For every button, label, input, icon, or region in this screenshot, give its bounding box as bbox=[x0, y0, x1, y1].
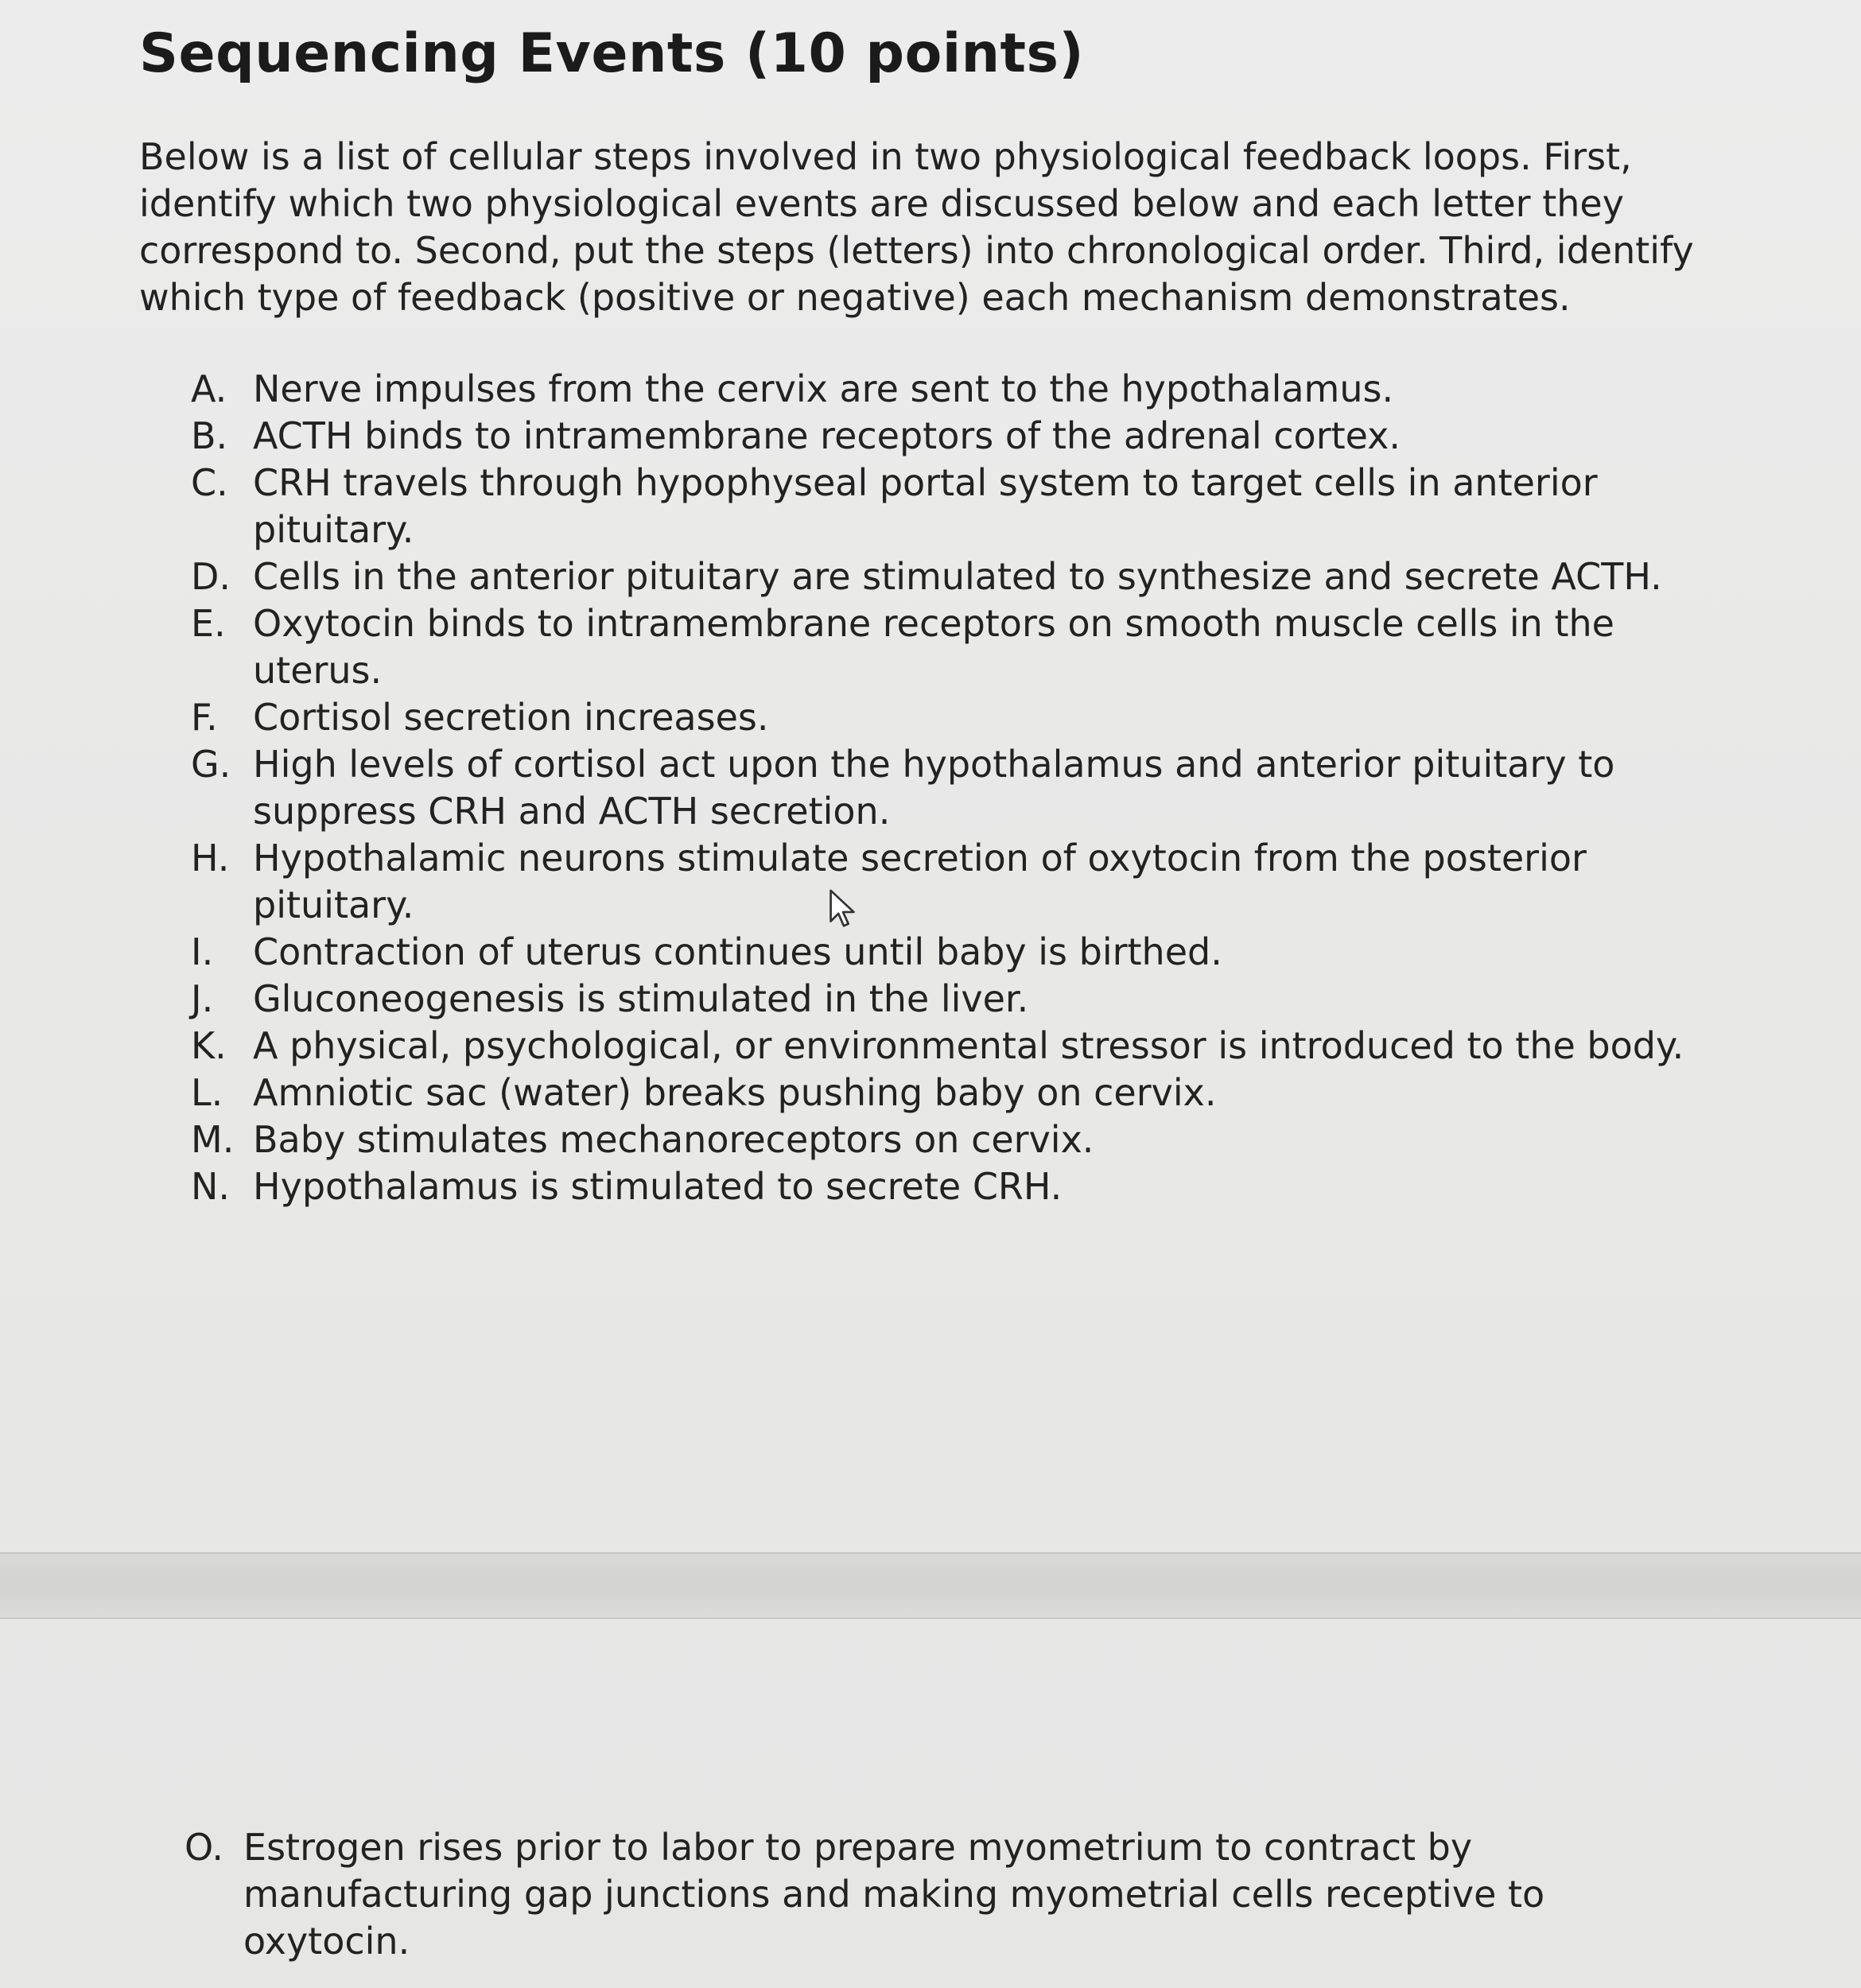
list-item bbox=[191, 413, 1726, 460]
step-letter: B. bbox=[191, 414, 228, 457]
step-text: Baby stimulates mechanoreceptors on cervix. bbox=[253, 1118, 1094, 1161]
step-letter: C. bbox=[191, 461, 228, 504]
step-text: Amniotic sac (water) breaks pushing baby on cervix. bbox=[253, 1071, 1217, 1114]
step-letter: N. bbox=[191, 1165, 231, 1208]
step-text: ACTH binds to intramembrane receptors of the adrenal cortex. bbox=[253, 414, 1401, 457]
list-item bbox=[191, 1023, 1726, 1070]
step-text: Cells in the anterior pituitary are stimulated to synthesize and secrete ACTH. bbox=[253, 555, 1662, 598]
list-item bbox=[191, 553, 1726, 600]
list-item bbox=[191, 366, 1726, 413]
page-break-divider bbox=[0, 1552, 1861, 1619]
step-text: Cortisol secretion increases. bbox=[253, 696, 769, 739]
mouse-pointer-icon bbox=[827, 889, 859, 932]
list-item bbox=[191, 1163, 1726, 1210]
steps-list-continued bbox=[185, 1824, 1632, 1965]
list-item bbox=[191, 976, 1726, 1023]
list-item bbox=[191, 929, 1726, 976]
step-text: Hypothalamic neurons stimulate secretion of oxytocin from the posterior pituitary. bbox=[253, 837, 1587, 926]
list-item bbox=[191, 694, 1726, 741]
list-item bbox=[191, 835, 1726, 929]
step-text: Oxytocin binds to intramembrane receptors on smooth muscle cells in the uterus. bbox=[253, 602, 1614, 692]
step-letter: E. bbox=[191, 602, 226, 645]
list-item bbox=[191, 600, 1726, 694]
list-item bbox=[191, 1070, 1726, 1116]
page-title: Sequencing Events (10 points) bbox=[139, 22, 1085, 85]
step-text: Contraction of uterus continues until baby is birthed. bbox=[253, 930, 1222, 973]
steps-list bbox=[191, 366, 1726, 1210]
step-letter: F. bbox=[191, 696, 218, 739]
step-text: Gluconeogenesis is stimulated in the liver. bbox=[253, 977, 1029, 1020]
step-letter: J. bbox=[191, 977, 214, 1020]
step-letter: D. bbox=[191, 555, 231, 598]
step-text: High levels of cortisol act upon the hypothalamus and anterior pituitary to suppress CRH and ACTH secretion. bbox=[253, 743, 1615, 833]
step-letter: H. bbox=[191, 837, 230, 879]
step-text: A physical, psychological, or environmental stressor is introduced to the body. bbox=[253, 1024, 1684, 1067]
step-letter: I. bbox=[191, 930, 214, 973]
step-text: Estrogen rises prior to labor to prepare myometrium to contract by manufacturing gap junctions and making myometrial cells receptive to oxytocin. bbox=[243, 1826, 1545, 1963]
document-page-bottom bbox=[0, 1617, 1861, 1988]
step-text: Nerve impulses from the cervix are sent to the hypothalamus. bbox=[253, 367, 1394, 410]
step-letter: G. bbox=[191, 743, 231, 786]
step-letter: L. bbox=[191, 1071, 223, 1114]
step-text: CRH travels through hypophyseal portal system to target cells in anterior pituitary. bbox=[253, 461, 1598, 551]
step-letter: K. bbox=[191, 1024, 227, 1067]
list-item bbox=[191, 460, 1726, 553]
list-item bbox=[191, 741, 1726, 835]
step-text: Hypothalamus is stimulated to secrete CRH. bbox=[253, 1165, 1063, 1208]
step-letter: A. bbox=[191, 367, 227, 410]
instructions-paragraph: Below is a list of cellular steps involved in two physiological feedback loops. First, identify which two physiological events are discussed below and each letter they correspond to. Second, put the steps (letters) into chronological order. Third, identify which type of feedback (positive or negative) each mechanism demonstrates. bbox=[139, 135, 1694, 319]
list-item bbox=[185, 1824, 1632, 1965]
step-letter: O. bbox=[185, 1826, 223, 1869]
step-letter: M. bbox=[191, 1118, 235, 1161]
list-item bbox=[191, 1116, 1726, 1163]
